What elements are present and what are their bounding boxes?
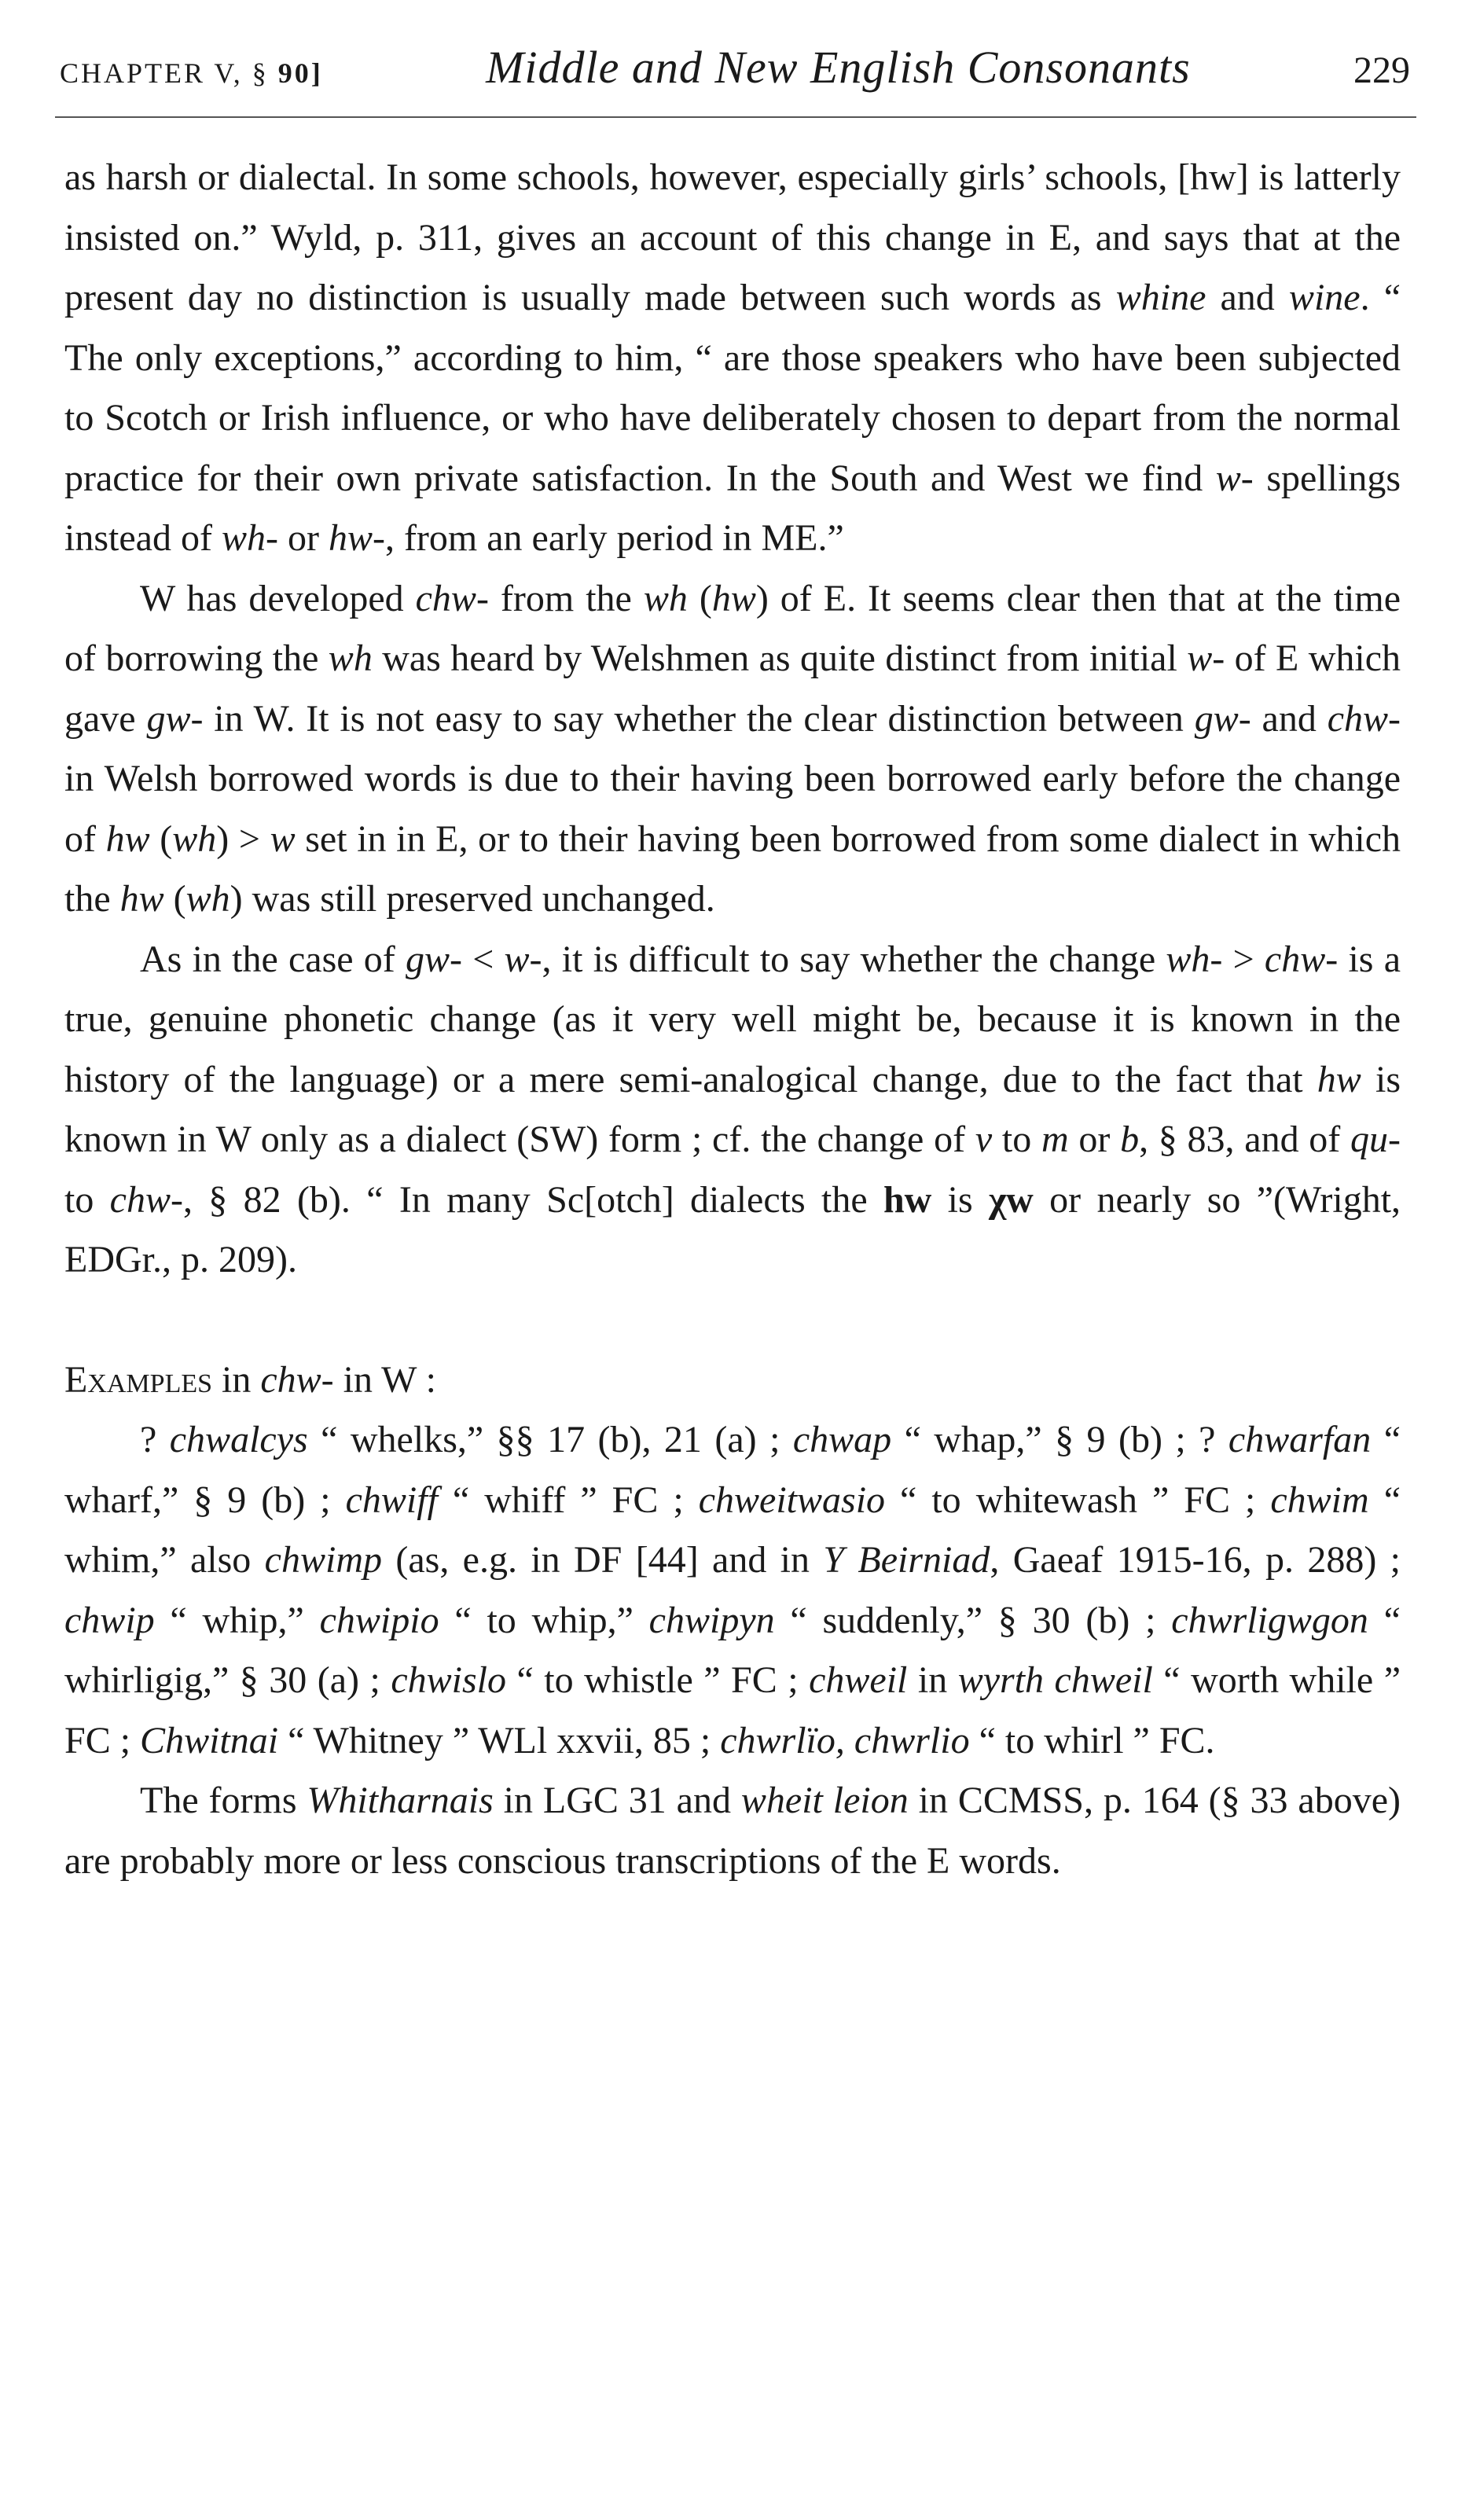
section-gap xyxy=(64,1291,1401,1350)
page-number: 229 xyxy=(1353,50,1410,91)
paragraph-3: As in the case of gw- < w-, it is difficult to say whether the change wh- > chw- is a true, genuine phonetic change (as it very well might be, because it is known in the history of the language) or a mere semi-analogical change, due to the fact that hw is known in W only as a dialect (SW) form ; cf. the change of v to m or b, § 83, and of qu- to chw-, § 82 (b). “ In many Sc[otch] dialects the hw is χw or nearly so ”(Wright, EDGr., p. 209). xyxy=(64,938,1401,1280)
header-rule xyxy=(55,116,1416,118)
chapter-label: CHAPTER V, § xyxy=(60,57,269,89)
running-header xyxy=(60,41,1410,104)
paragraph-1: as harsh or dialectal. In some schools, however, especially girls’ schools, [hw] is latterly insisted on.” Wyld, p. 311, gives an account of this change in E, and says that at the present day no distinction is usually made between such words as whine and wine. “ The only exceptions,” according to him, “ are those speakers who have been subjected to Scotch or Irish influence, or who have deliberately chosen to depart from the normal practice for their own private satisfaction. In the South and West we find w- spellings instead of wh- or hw-, from an early period in ME.” xyxy=(64,156,1401,559)
closing-paragraph: The forms Whitharnais in LGC 31 and wheit leion in CCMSS, p. 164 (§ 33 above) are probably more or less conscious transcriptions of the E words. xyxy=(64,1780,1401,1882)
running-title: Middle and New English Consonants xyxy=(486,42,1191,93)
examples-list: ? chwalcys “ whelks,” §§ 17 (b), 21 (a) ; chwap “ whap,” § 9 (b) ; ? chwarfan “ wharf,” § 9 (b) ; chwiff “ whiff ” FC ; chweitwasio “ to whitewash ” FC ; chwim “ whim,” also chwimp (as, e.g. in DF [44] and in Y Beirniad, Gaeaf 1915-16, p. 288) ; chwip “ whip,” chwipio “ to whip,” chwipyn “ suddenly,” § 30 (b) ; chwrligwgon “ whirligig,” § 30 (a) ; chwislo “ to whistle ” FC ; chweil in wyrth chweil “ worth while ” FC ; Chwitnai “ Whitney ” WLl xxvii, 85 ; chwrlïo, chwrlio “ to whirl ” FC. xyxy=(64,1419,1401,1761)
page-body xyxy=(64,148,1401,1891)
chapter-reference xyxy=(60,57,323,90)
examples-heading: Examples in chw- in W : xyxy=(64,1358,436,1401)
paragraph-2: W has developed chw- from the wh (hw) of E. It seems clear then that at the time of borrowing the wh was heard by Welshmen as quite distinct from initial w- of E which gave gw- in W. It is not easy to say whether the clear distinction between gw- and chw- in Welsh borrowed words is due to their having been borrowed early before the change of hw (wh) > w set in in E, or to their having been borrowed from some dialect in which the hw (wh) was still preserved unchanged. xyxy=(64,577,1401,920)
section-number: 90] xyxy=(277,57,323,89)
